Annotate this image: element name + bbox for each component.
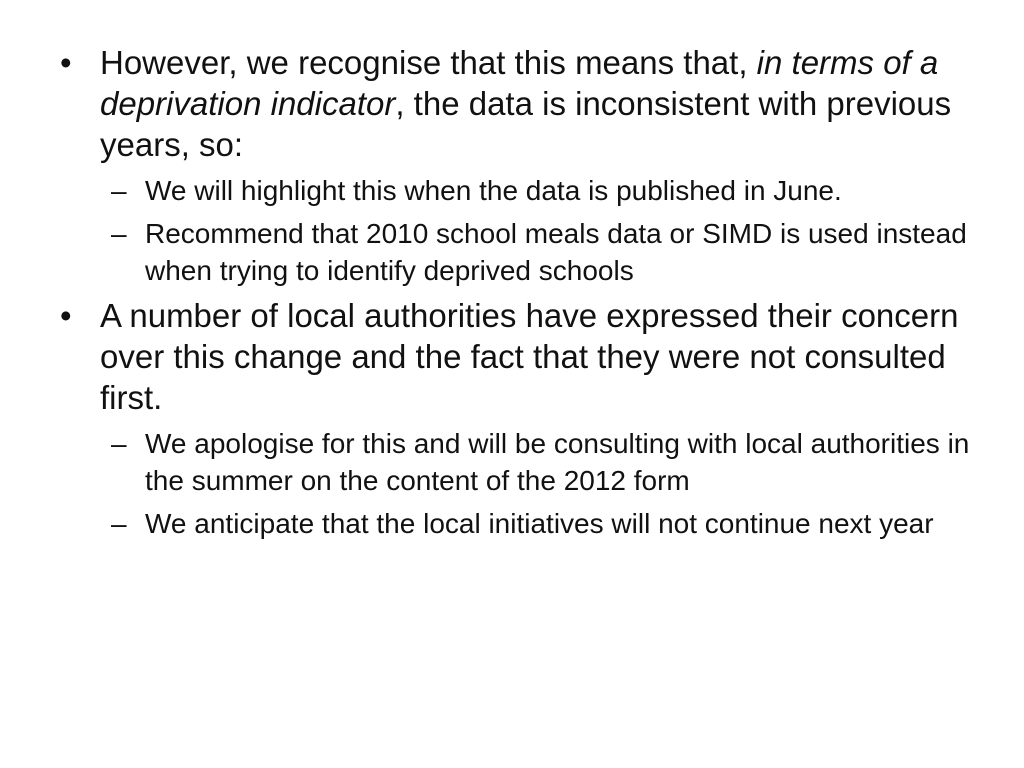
bullet-1-text-italic: in terms of a deprivation indicator (100, 44, 939, 122)
subbullet-1-2 (52, 215, 982, 289)
bullet-2 (52, 295, 982, 418)
bullet-1-text-end: , the data is inconsistent with previous years, so: (100, 85, 952, 163)
subbullet-1-1 (52, 172, 982, 209)
dash-marker: – (111, 508, 127, 539)
subbullet-2-2 (52, 505, 982, 542)
subbullet-1-2-text: Recommend that 2010 school meals data or SIMD is used instead when trying to identify deprived schools (145, 218, 967, 286)
subbullet-2-1-text: We apologise for this and will be consulting with local authorities in the summer on the content of the 2012 form (145, 428, 970, 496)
bullet-1-text-start: However, we recognise that this means that, (100, 44, 757, 81)
bullet-1 (52, 42, 982, 165)
bullet-marker: • (60, 44, 72, 81)
subbullet-2-2-text: We anticipate that the local initiatives will not continue next year (145, 508, 934, 539)
bullet-2-text: A number of local authorities have expressed their concern over this change and the fact that they were not consulted first. (100, 297, 959, 416)
dash-marker: – (111, 218, 127, 249)
subbullet-2-1 (52, 425, 982, 499)
bullet-marker: • (60, 297, 72, 334)
subbullet-1-1-text: We will highlight this when the data is published in June. (145, 175, 842, 206)
dash-marker: – (111, 428, 127, 459)
dash-marker: – (111, 175, 127, 206)
slide-body (52, 42, 982, 548)
